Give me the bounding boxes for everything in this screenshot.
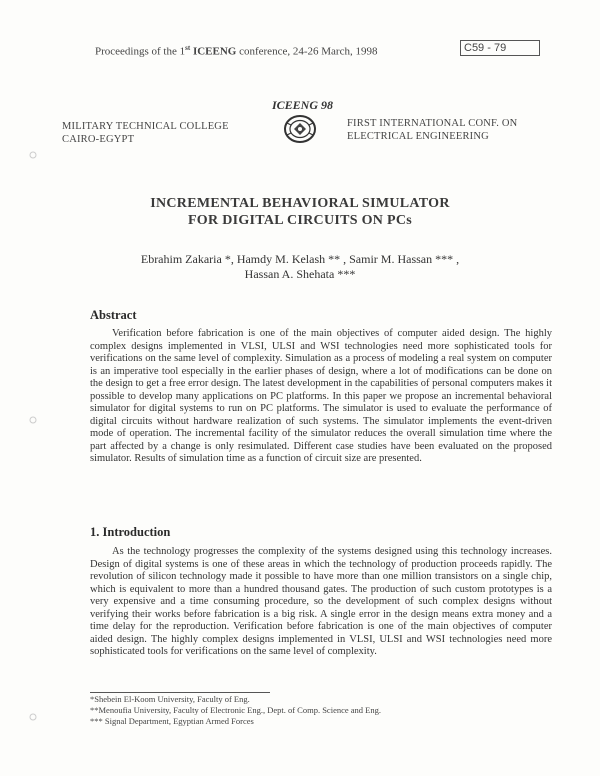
college-city: CAIRO-EGYPT bbox=[62, 134, 135, 145]
conference-block bbox=[347, 117, 517, 143]
proceedings-prefix: Proceedings of the 1 bbox=[95, 45, 186, 58]
abstract-text: Verification before fabrication is one of the main objectives of computer aided design. The highly complex designs implemented in VLSI, ULSI and WSI technologies need more sophisticated tools for verifications on the same level of complexity. Simulation as a process of modeling a real system on computer is an imperative tool especially in the earlier phases of design, where a lot of modifications can be done on the design to get a free error design. The latest development in the capabilities of personal computers makes it possible to develop many applications on PC platforms. In this paper we propose an incremental behavioral simulator for digital systems to run on PC platforms. The simulator is used to evaluate the performance of digital circuits without hardware realization of such systems. The simulator implements the event-driven mode of operation. The incremental facility of the simulator reduces the overall simulation time where the part affected by a change is only resimulated. Different case studies have been evaluated on the proposed simulator. Results of simulation time as a function of circuit size are presented. bbox=[90, 328, 552, 464]
authors bbox=[0, 252, 600, 282]
proceedings-sup: st bbox=[185, 44, 191, 52]
paper-code: C59 - 79 bbox=[460, 40, 540, 56]
authors-line-1: Ebrahim Zakaria *, Hamdy M. Kelash ** , Samir M. Hassan *** , bbox=[140, 252, 460, 266]
footnote-2: **Menoufia University, Faculty of Electronic Eng., Dept. of Comp. Science and Eng. bbox=[90, 705, 381, 715]
binder-hole-mark-icon bbox=[28, 150, 38, 160]
binder-hole-mark-icon bbox=[28, 712, 38, 722]
college-block bbox=[62, 120, 229, 146]
introduction-heading: 1. Introduction bbox=[90, 525, 171, 539]
conference-line-1: FIRST INTERNATIONAL CONF. ON bbox=[347, 118, 518, 129]
proceedings-conf: ICEENG bbox=[192, 45, 237, 58]
authors-line-2: Hassan A. Shehata *** bbox=[244, 267, 356, 281]
conference-seal-icon bbox=[282, 114, 318, 144]
conference-logo-text: ICEENG 98 bbox=[272, 98, 334, 112]
paper-title-line-1: INCREMENTAL BEHAVIORAL SIMULATOR bbox=[150, 196, 450, 211]
footnote-3: *** Signal Department, Egyptian Armed Forces bbox=[90, 716, 254, 726]
footnote-rule bbox=[90, 692, 270, 693]
paper-title bbox=[0, 195, 600, 229]
proceedings-suffix: conference, 24-26 March, 1998 bbox=[239, 45, 378, 58]
paper-title-line-2: FOR DIGITAL CIRCUITS ON PCs bbox=[187, 213, 413, 228]
introduction-text: As the technology progresses the complexity of the systems designed using this technology increases. Design of digital systems is one of these areas in which the technology of production proceeds rapidly. The revolution of silicon technology made it possible to have more than one million transistors on a single chip, which is equivalent to more than a hundred thousand gates. The production of such custom prototypes is a very expensive and a time consuming procedure, so the development of such complex designs without verifying their works before fabrication is a big risk. A single error in the design means extra money and a time delay for the reproduction. Verification before fabrication is one of the main objectives of computer aided design. The highly complex designs implemented in VLSI, ULSI and WSI technologies need more sophisticated tools for verifications on the same level of complexity. bbox=[90, 546, 552, 657]
binder-hole-mark-icon bbox=[28, 415, 38, 425]
footnote-1: *Shebein El-Koom University, Faculty of Eng. bbox=[90, 694, 250, 704]
college-name: MILITARY TECHNICAL COLLEGE bbox=[62, 121, 229, 132]
conference-line-2: ELECTRICAL ENGINEERING bbox=[347, 131, 489, 142]
proceedings-line bbox=[95, 44, 377, 58]
abstract-heading: Abstract bbox=[90, 308, 137, 322]
